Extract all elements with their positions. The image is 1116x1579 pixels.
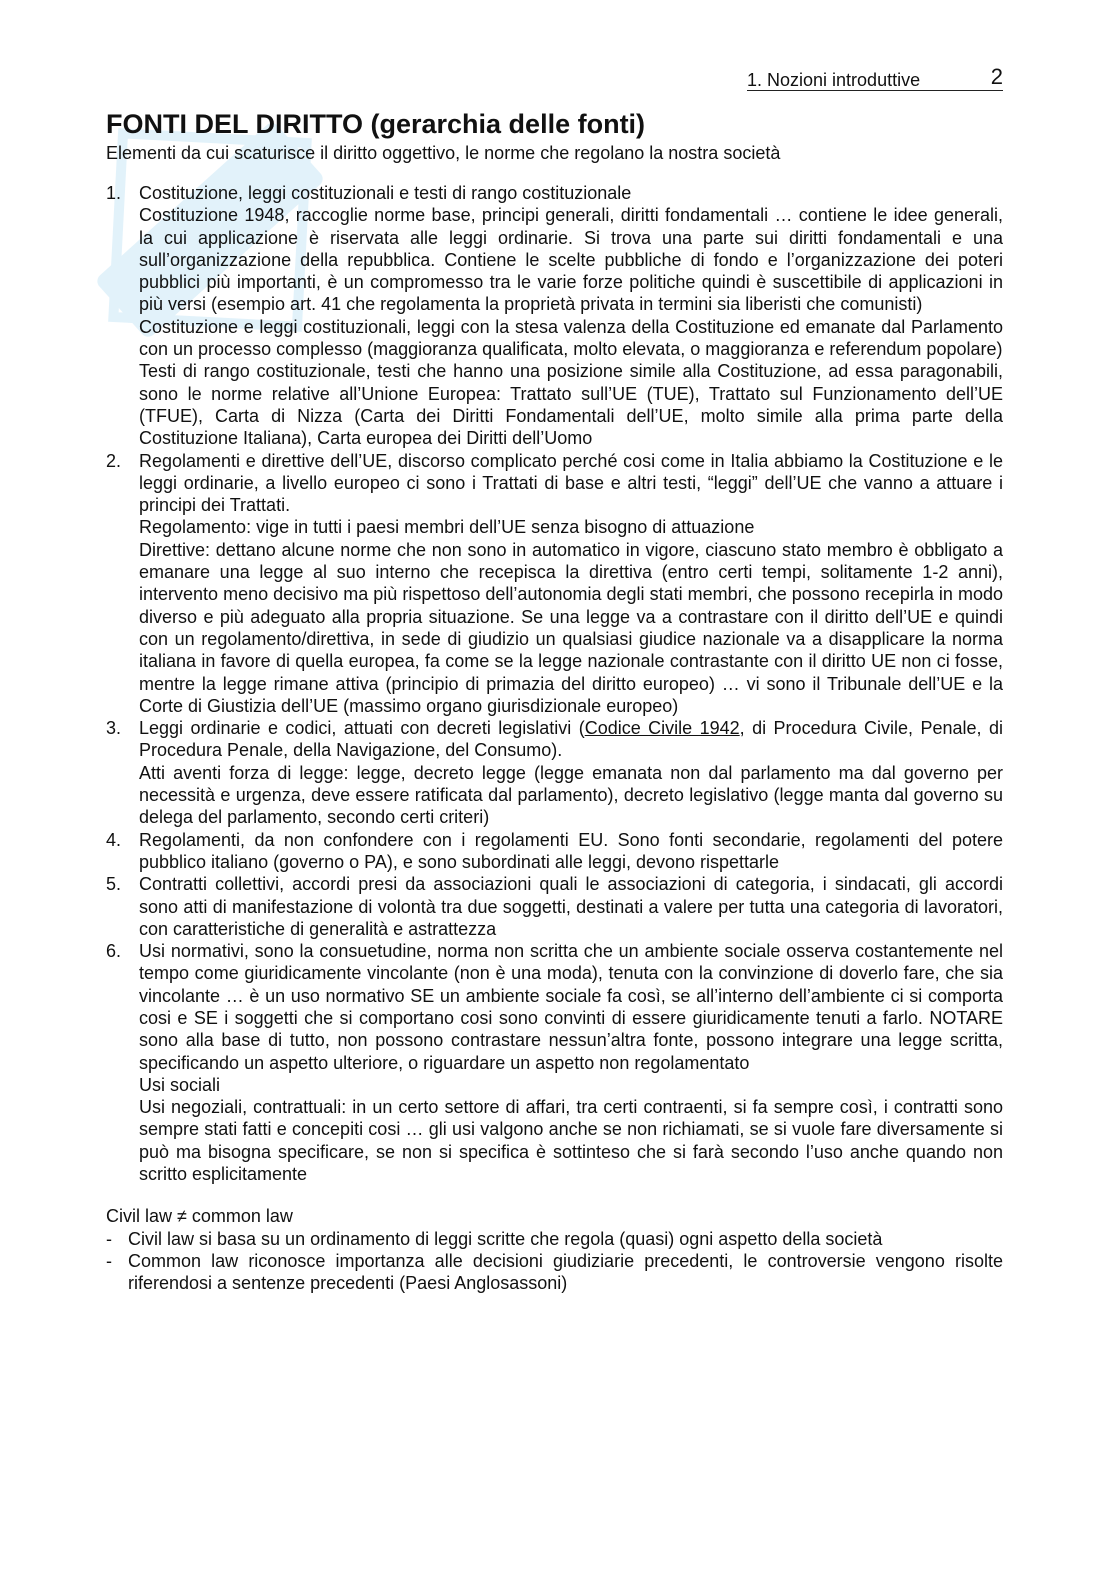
source-item-number: 2. [106,450,122,471]
source-item-number: 1. [106,183,122,203]
source-item [106,717,1003,828]
source-item-paragraph: Costituzione e leggi costituzionali, leggi con la stesa valenza della Costituzione ed emanate dal Parlamento con un processo complesso (maggioranza qualificata, molto elevata, o maggioranza e referendum popolare) [139,316,1003,360]
source-item-paragraph: Usi sociali [139,1074,221,1095]
sources-hierarchy-list [106,182,1003,1185]
source-item-number: 5. [106,874,122,895]
source-item-paragraph: Usi negoziali, contrattuali: in un certo settore di affari, tra certi contraenti, si fa sempre così, i contratti sono sempre stati fatti e concepiti cosi … gli usi valgono anche se non richiamati, se si vuole fare diversamente si può ma bisogna specificare, se non si specifica è sottinteso che si farà secondo l’uso anche quando non scritto esplicitamente [139,1097,1003,1185]
source-item-heading: Contratti collettivi, accordi presi da associazioni quali le associazioni di categoria, i sindacati, gli accordi sono atti di manifestazione di volontà tra due soggetti, destinati a valere per tutta una categoria di lavoratori, con caratteristiche di generalità e astrattezza [139,874,1003,939]
bullet-dash: - [106,1228,112,1249]
source-item-heading: Regolamenti e direttive dell’UE, discorso complicato perché cosi come in Italia abbiamo la Costituzione e le leggi ordinarie, a livello europeo ci sono i Trattati di base e altri testi, “leggi” dell’UE che vanno a attuare i principi dei Trattati. [139,450,1003,516]
document-body [106,106,1003,1295]
civil-common-law-title: Civil law ≠ common law [106,1206,293,1227]
source-item-paragraph: Direttive: dettano alcune norme che non sono in automatico in vigore, ciascuno stato membro è obbligato a emanare una legge al suo interno che recepisca la direttiva (entro certi tempi, solitamente 1-2 anni), intervento meno decisivo ma più rispettoso dell’autonomia degli stati membri, che possono recepirla in modo diverso e più adeguato alla propria situazione. Se una legge va a contrastare con il diritto dell’UE e quindi con un regolamento/direttiva, in sede di giudizio un qualsiasi giudice nazionale va a disapplicare la norma italiana in favore di quella europea, fa come se la legge nazionale contrastante con il diritto UE non ci fosse, mentre la legge rimane attiva (principio di primazia del diritto europeo) … vi sono il Tribunale dell’UE e la Corte di Giustizia dell’UE (massimo organo giurisdizionale europeo) [139,539,1003,716]
comparison-point-text: Common law riconosce importanza alle decisioni giudiziarie precedenti, le controversie vengono risolte riferendosi a sentenze precedenti (Paesi Anglosassoni) [128,1250,1003,1294]
source-item-heading: Usi normativi, sono la consuetudine, norma non scritta che un ambiente sociale osserva costantemente nel tempo come giuridicamente vincolante (non è una moda), tenuta con la convinzione di doverlo fare, che sia vincolante … è un uso normativo SE un ambiente sociale fa così, se all’interno dell’ambiente ci si comporta cosi e SE i soggetti che si comportano cosi sono convinti di essere giuridicamente tenuti a farlo. NOTARE sono alla base di tutto, non possono contrastare nessun’altra fonte, possono integrare una legge scritta, specificando un aspetto ulteriore, o riguardare un aspetto non regolamentato [139,941,1003,1073]
page-header [747,64,1003,91]
comparison-point [106,1250,1003,1295]
source-item [106,182,1003,450]
bullet-dash: - [106,1250,112,1271]
page-number: 2 [990,64,1003,89]
source-item-heading: Leggi ordinarie e codici, attuati con decreti legislativi (Codice Civile 1942, di Procedura Civile, Penale, di Procedura Penale, della Navigazione, del Consumo). [139,718,1003,761]
source-item-paragraph: Testi di rango costituzionale, testi che hanno una posizione simile alla Costituzione, ad essa paragonabili, sono le norme relative all’Unione Europea: Trattato sull’UE (TUE), Trattato sul Funzionamento dell’UE (TFUE), Carta di Nizza (Carta dei Diritti Fondamentali dell’UE, molto simile alla prima parte della Costituzione Italiana), Carta europea dei Diritti dell’Uomo [139,361,1003,449]
source-item [106,450,1003,718]
source-item [106,829,1003,874]
source-item-paragraph: Atti aventi forza di legge: legge, decreto legge (legge emanata non dal parlamento ma dal governo per necessità e urgenza, deve essere ratificata dal parlamento), decreto legislativo (legge manta dal governo su delega del parlamento, secondo certi criteri) [139,762,1003,828]
codice-civile-link[interactable]: Codice Civile 1942 [584,718,740,739]
header-section-title: 1. Nozioni introduttive [747,70,921,90]
comparison-point-text: Civil law si basa su un ordinamento di leggi scritte che regola (quasi) ogni aspetto della società [128,1228,883,1249]
source-item [106,873,1003,940]
page-title: FONTI DEL DIRITTO (gerarchia delle fonti) [106,109,646,139]
source-item-paragraph: Costituzione 1948, raccoglie norme base, principi generali, diritti fondamentali … contiene le idee generali, la cui applicazione è riservata alle leggi ordinarie. Si trova una parte sui diritti fondamentali e una sull’organizzazione della repubblica. Contiene le scelte pubbliche di fondo e l’organizzazione dei poteri pubblici più importanti, è un compromesso tra le varie forze politiche quindi è suscettibile di applicazioni in più versi (esempio art. 41 che regolamenta la proprietà privata in termini sia liberisti che comunisti) [139,205,1003,315]
source-item-number: 3. [106,718,122,739]
source-item-number: 4. [106,829,122,850]
source-item-heading: Costituzione, leggi costituzionali e testi di rango costituzionale [139,183,632,203]
source-item-number: 6. [106,941,122,962]
civil-common-law-list [106,1228,1003,1295]
source-item-heading: Regolamenti, da non confondere con i regolamenti EU. Sono fonti secondarie, regolamenti del potere pubblico italiano (governo o PA), e sono subordinati alle leggi, devono rispettarle [139,829,1003,872]
source-item-paragraph: Regolamento: vige in tutti i paesi membri dell’UE senza bisogno di attuazione [139,517,755,538]
comparison-point [106,1228,1003,1250]
page-subtitle: Elementi da cui scaturisce il diritto oggettivo, le norme che regolano la nostra società [106,143,781,163]
source-item [106,940,1003,1185]
